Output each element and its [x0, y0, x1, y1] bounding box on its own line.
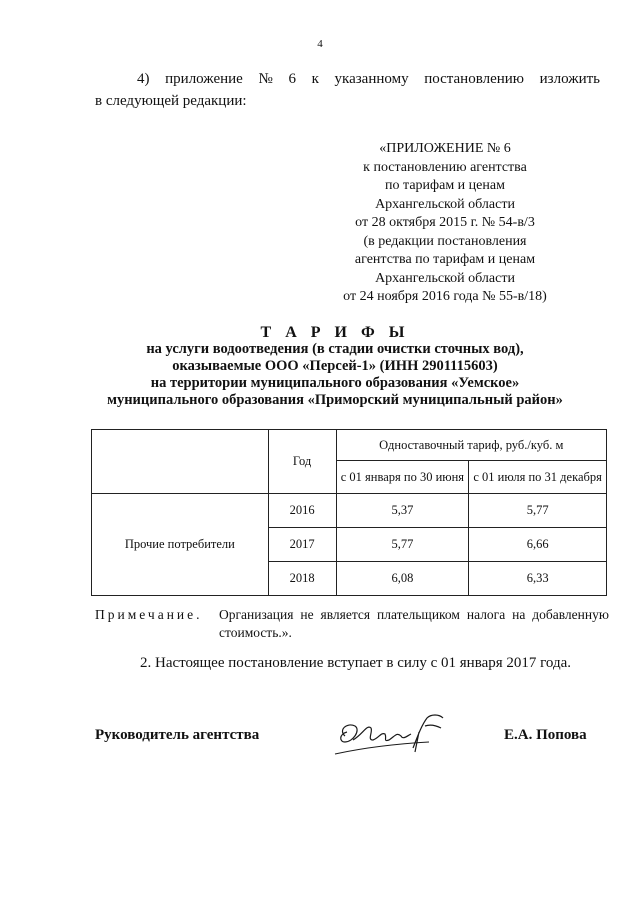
- appendix-line: «ПРИЛОЖЕНИЕ № 6: [379, 141, 511, 156]
- note-word: является: [320, 607, 371, 622]
- title-line: на территории муниципального образования «Уемское»: [150, 375, 520, 391]
- intro-word: постановлению: [424, 71, 524, 87]
- note-label: Примечание.: [95, 607, 203, 622]
- intro-paragraph: [95, 68, 600, 112]
- table-row: [92, 494, 607, 528]
- tariff-cell: 5,37: [336, 494, 469, 528]
- appendix-line: от 28 октября 2015 г. № 54-в/3: [355, 215, 535, 230]
- year-header: Год: [268, 430, 336, 494]
- appendix-line: от 24 ноября 2016 года № 55-в/18): [343, 289, 547, 304]
- note-word: Организация: [219, 607, 294, 622]
- appendix-line: агентства по тарифам и ценам: [354, 252, 536, 267]
- appendix-line: (в редакции постановления: [363, 233, 527, 249]
- signatory-position: Руководитель агентства: [95, 727, 260, 743]
- title-heading: Т А Р И Ф Ы: [260, 324, 410, 341]
- signatory-name: Е.А. Попова: [504, 727, 587, 743]
- period-1-header: с 01 января по 30 июня: [336, 461, 469, 494]
- tariff-header: Одноставочный тариф, руб./куб. м: [336, 430, 606, 461]
- table-header-row: [92, 430, 607, 461]
- appendix-header: [300, 140, 590, 307]
- note-word: налога: [466, 607, 506, 622]
- appendix-line: по тарифам и ценам: [385, 178, 505, 193]
- note-word: не: [300, 607, 314, 622]
- title-line: на услуги водоотведения (в стадии очистки сточных вод),: [146, 341, 524, 357]
- tariff-cell: 6,33: [469, 562, 607, 596]
- tariff-cell: 6,08: [336, 562, 469, 596]
- note-text: [219, 606, 609, 642]
- title-line: муниципального образования «Приморский муниципальный район»: [107, 392, 563, 408]
- intro-word: 6: [288, 71, 296, 87]
- tariff-cell: 5,77: [469, 494, 607, 528]
- note-word: на: [512, 607, 526, 622]
- effective-date-paragraph: 2. Настоящее постановление вступает в силу с 01 января 2017 года.: [140, 655, 572, 671]
- intro-word: приложение: [165, 71, 243, 87]
- tariff-cell: 6,66: [469, 528, 607, 562]
- intro-word: изложить: [539, 71, 600, 87]
- intro-word: к: [311, 71, 319, 87]
- intro-word: №: [258, 71, 273, 87]
- appendix-line: Архангельской области: [375, 196, 515, 212]
- period-2-header: с 01 июля по 31 декабря: [469, 461, 607, 494]
- appendix-line: Архангельской области: [375, 270, 515, 286]
- appendix-line: к постановлению агентства: [363, 159, 527, 175]
- year-cell: 2018: [268, 562, 336, 596]
- consumer-cell: Прочие потребители: [92, 494, 269, 596]
- table-corner-cell: [92, 430, 269, 494]
- title-line: оказываемые ООО «Персей-1» (ИНН 2901115603): [172, 358, 498, 374]
- year-cell: 2016: [268, 494, 336, 528]
- document-title: [60, 324, 610, 409]
- note-line-2: стоимость.».: [219, 625, 292, 640]
- note-line-1: [219, 606, 609, 624]
- intro-line-2: в следующей редакции:: [95, 93, 247, 109]
- intro-word: указанному: [334, 71, 409, 87]
- intro-word: 4): [137, 71, 150, 87]
- year-cell: 2017: [268, 528, 336, 562]
- note-word: плательщиком: [377, 607, 460, 622]
- page-number: 4: [317, 38, 323, 50]
- note-word: добавленную: [532, 607, 609, 622]
- intro-line-1: [95, 68, 600, 90]
- tariffs-table: [91, 429, 607, 596]
- tariff-cell: 5,77: [336, 528, 469, 562]
- signature-image: [333, 708, 455, 760]
